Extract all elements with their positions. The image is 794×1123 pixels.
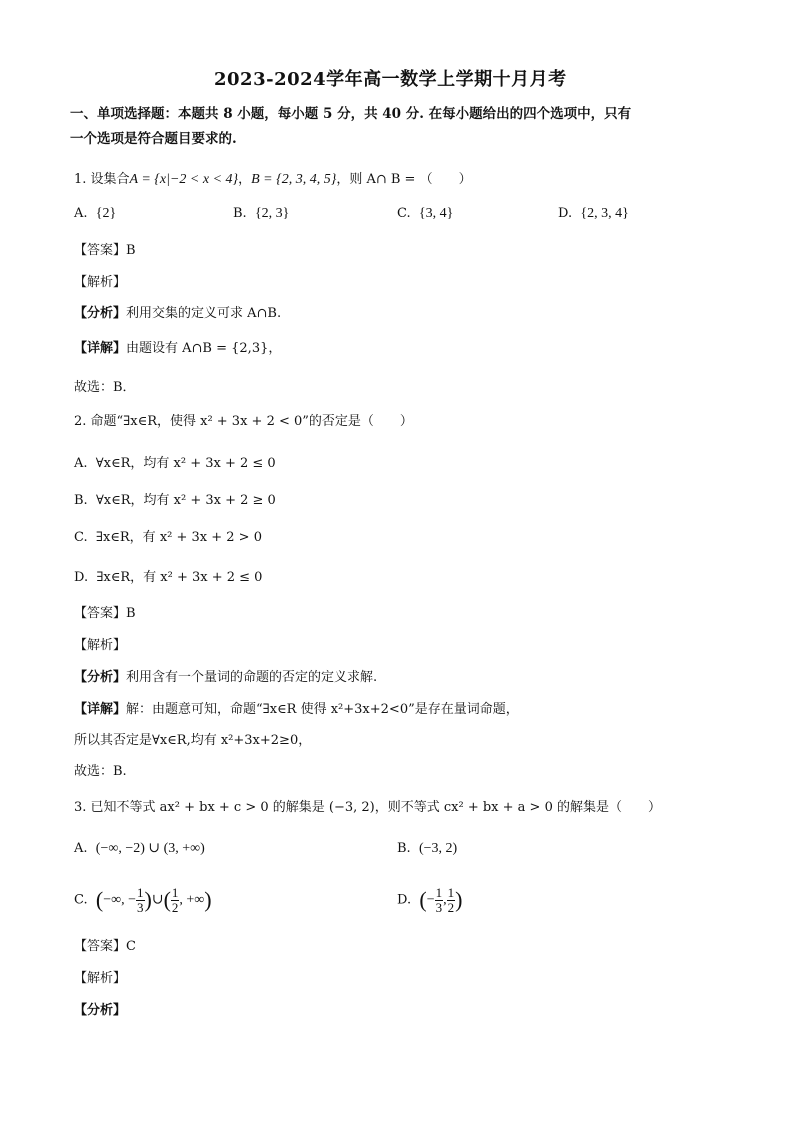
q1-ask: ，则 A∩ B = （ ） bbox=[336, 172, 472, 187]
option-label: D. bbox=[397, 892, 412, 908]
q2-option-a bbox=[74, 456, 276, 472]
fenxi-tag: 【分析】 bbox=[74, 306, 127, 321]
q1-option-b bbox=[233, 206, 289, 222]
option-part: −∞, − bbox=[103, 892, 136, 908]
option-label: B. bbox=[397, 841, 411, 856]
numerator: 1 bbox=[137, 884, 144, 900]
option-value: ∃x∈R，有 x² + 3x + 2 > 0 bbox=[95, 530, 262, 545]
q2-choose: 故选：B. bbox=[74, 764, 127, 779]
q1-detail bbox=[74, 341, 281, 357]
paren-left: ( bbox=[419, 887, 427, 912]
q1-answer: 【答案】B bbox=[74, 243, 136, 258]
q1-set-a: A = {x|−2 < x < 4} bbox=[129, 172, 239, 187]
fenxi-text: 利用交集的定义可求 A∩B. bbox=[126, 306, 282, 321]
fraction bbox=[435, 886, 444, 915]
option-part: , +∞ bbox=[179, 892, 205, 908]
detail-text: 由题设有 A∩B = {2,3}， bbox=[126, 341, 282, 356]
option-label: D. bbox=[74, 570, 89, 585]
q1-analysis: 【解析】 bbox=[74, 275, 127, 290]
fenxi-text: 利用含有一个量词的命题的否定的定义求解. bbox=[126, 670, 378, 685]
paren-right: ) bbox=[455, 887, 463, 912]
denominator: 2 bbox=[171, 899, 179, 915]
numerator: 1 bbox=[171, 884, 179, 900]
option-value: (−3, 2) bbox=[418, 841, 458, 856]
q3-analysis: 【解析】 bbox=[74, 971, 127, 986]
option-value: ∃x∈R，有 x² + 3x + 2 ≤ 0 bbox=[96, 570, 263, 585]
q1-option-c bbox=[397, 206, 453, 222]
option-label: A. bbox=[74, 206, 88, 221]
option-value: {3, 4} bbox=[418, 206, 454, 221]
option-label: B. bbox=[233, 206, 247, 221]
option-label: C. bbox=[74, 892, 88, 908]
fraction bbox=[136, 886, 145, 915]
option-label: B. bbox=[74, 493, 88, 508]
option-label: D. bbox=[558, 206, 573, 221]
q1-stem bbox=[74, 172, 472, 188]
numerator: 1 bbox=[435, 884, 443, 900]
q1-prefix: 1. 设集合 bbox=[74, 172, 130, 187]
denominator: 2 bbox=[447, 899, 455, 915]
q3-fenxi: 【分析】 bbox=[74, 1003, 127, 1018]
paren-left: ( bbox=[163, 887, 171, 912]
q3-option-a bbox=[74, 841, 205, 857]
q2-analysis: 【解析】 bbox=[74, 638, 127, 653]
q2-option-d bbox=[74, 570, 262, 586]
detail-tag: 【详解】 bbox=[74, 702, 127, 717]
q2-detail bbox=[74, 702, 519, 718]
q3-stem: 3. 已知不等式 ax² + bx + c > 0 的解集是 (−3, 2)，则不等式 cx² + bx + a > 0 的解集是（ ） bbox=[74, 800, 661, 815]
option-label: C. bbox=[397, 206, 411, 221]
q1-option-a bbox=[74, 206, 116, 222]
q2-answer: 【答案】B bbox=[74, 606, 136, 621]
denominator: 3 bbox=[435, 899, 443, 915]
q1-separator: ， bbox=[238, 172, 252, 187]
q3-option-d bbox=[397, 880, 462, 921]
section-heading-line1: 一、单项选择题：本题共 8 小题，每小题 5 分，共 40 分. 在每小题给出的四个选项中，只有 bbox=[70, 106, 632, 122]
numerator: 1 bbox=[447, 884, 455, 900]
denominator: 3 bbox=[137, 899, 144, 915]
option-value: ∀x∈R，均有 x² + 3x + 2 ≤ 0 bbox=[95, 456, 276, 471]
q3-option-c bbox=[74, 880, 212, 921]
option-label: A. bbox=[74, 841, 88, 856]
option-value: {2} bbox=[95, 206, 117, 221]
option-label: A. bbox=[74, 456, 88, 471]
page-title: 2023-2024学年高一数学上学期十月月考 bbox=[214, 69, 567, 90]
q1-set-b: B = {2, 3, 4, 5} bbox=[251, 172, 337, 187]
option-value: {2, 3, 4} bbox=[580, 206, 629, 221]
option-value: (−∞, −2) ∪ (3, +∞) bbox=[95, 841, 205, 856]
q3-answer: 【答案】C bbox=[74, 939, 136, 954]
q2-stem: 2. 命题“∃x∈R，使得 x² + 3x + 2 < 0”的否定是（ ） bbox=[74, 414, 413, 429]
q2-detail2: 所以其否定是∀x∈R,均有 x²+3x+2≥0， bbox=[74, 733, 312, 748]
paren-left: ( bbox=[95, 887, 104, 912]
option-value: ∀x∈R，均有 x² + 3x + 2 ≥ 0 bbox=[95, 493, 276, 508]
q2-option-c bbox=[74, 530, 262, 546]
q2-fenxi bbox=[74, 670, 377, 686]
paren-right: ) bbox=[204, 887, 212, 912]
detail-text: 解：由题意可知，命题“∃x∈R 使得 x²+3x+2<0”是存在量词命题， bbox=[126, 702, 519, 717]
option-value: {2, 3} bbox=[254, 206, 290, 221]
option-label: C. bbox=[74, 530, 88, 545]
section-heading-line2: 一个选项是符合题目要求的. bbox=[70, 131, 237, 147]
paren-right: ) bbox=[144, 887, 152, 912]
q2-option-b bbox=[74, 493, 276, 509]
q1-fenxi bbox=[74, 306, 281, 322]
q1-option-d bbox=[558, 206, 629, 222]
detail-tag: 【详解】 bbox=[74, 341, 127, 356]
fraction bbox=[447, 886, 456, 915]
union-symbol: ∪ bbox=[151, 892, 164, 908]
q1-choose: 故选：B． bbox=[74, 380, 136, 395]
comma: , bbox=[443, 892, 447, 908]
fenxi-tag: 【分析】 bbox=[74, 670, 127, 685]
q3-option-b bbox=[397, 841, 457, 857]
option-part: − bbox=[426, 892, 435, 908]
